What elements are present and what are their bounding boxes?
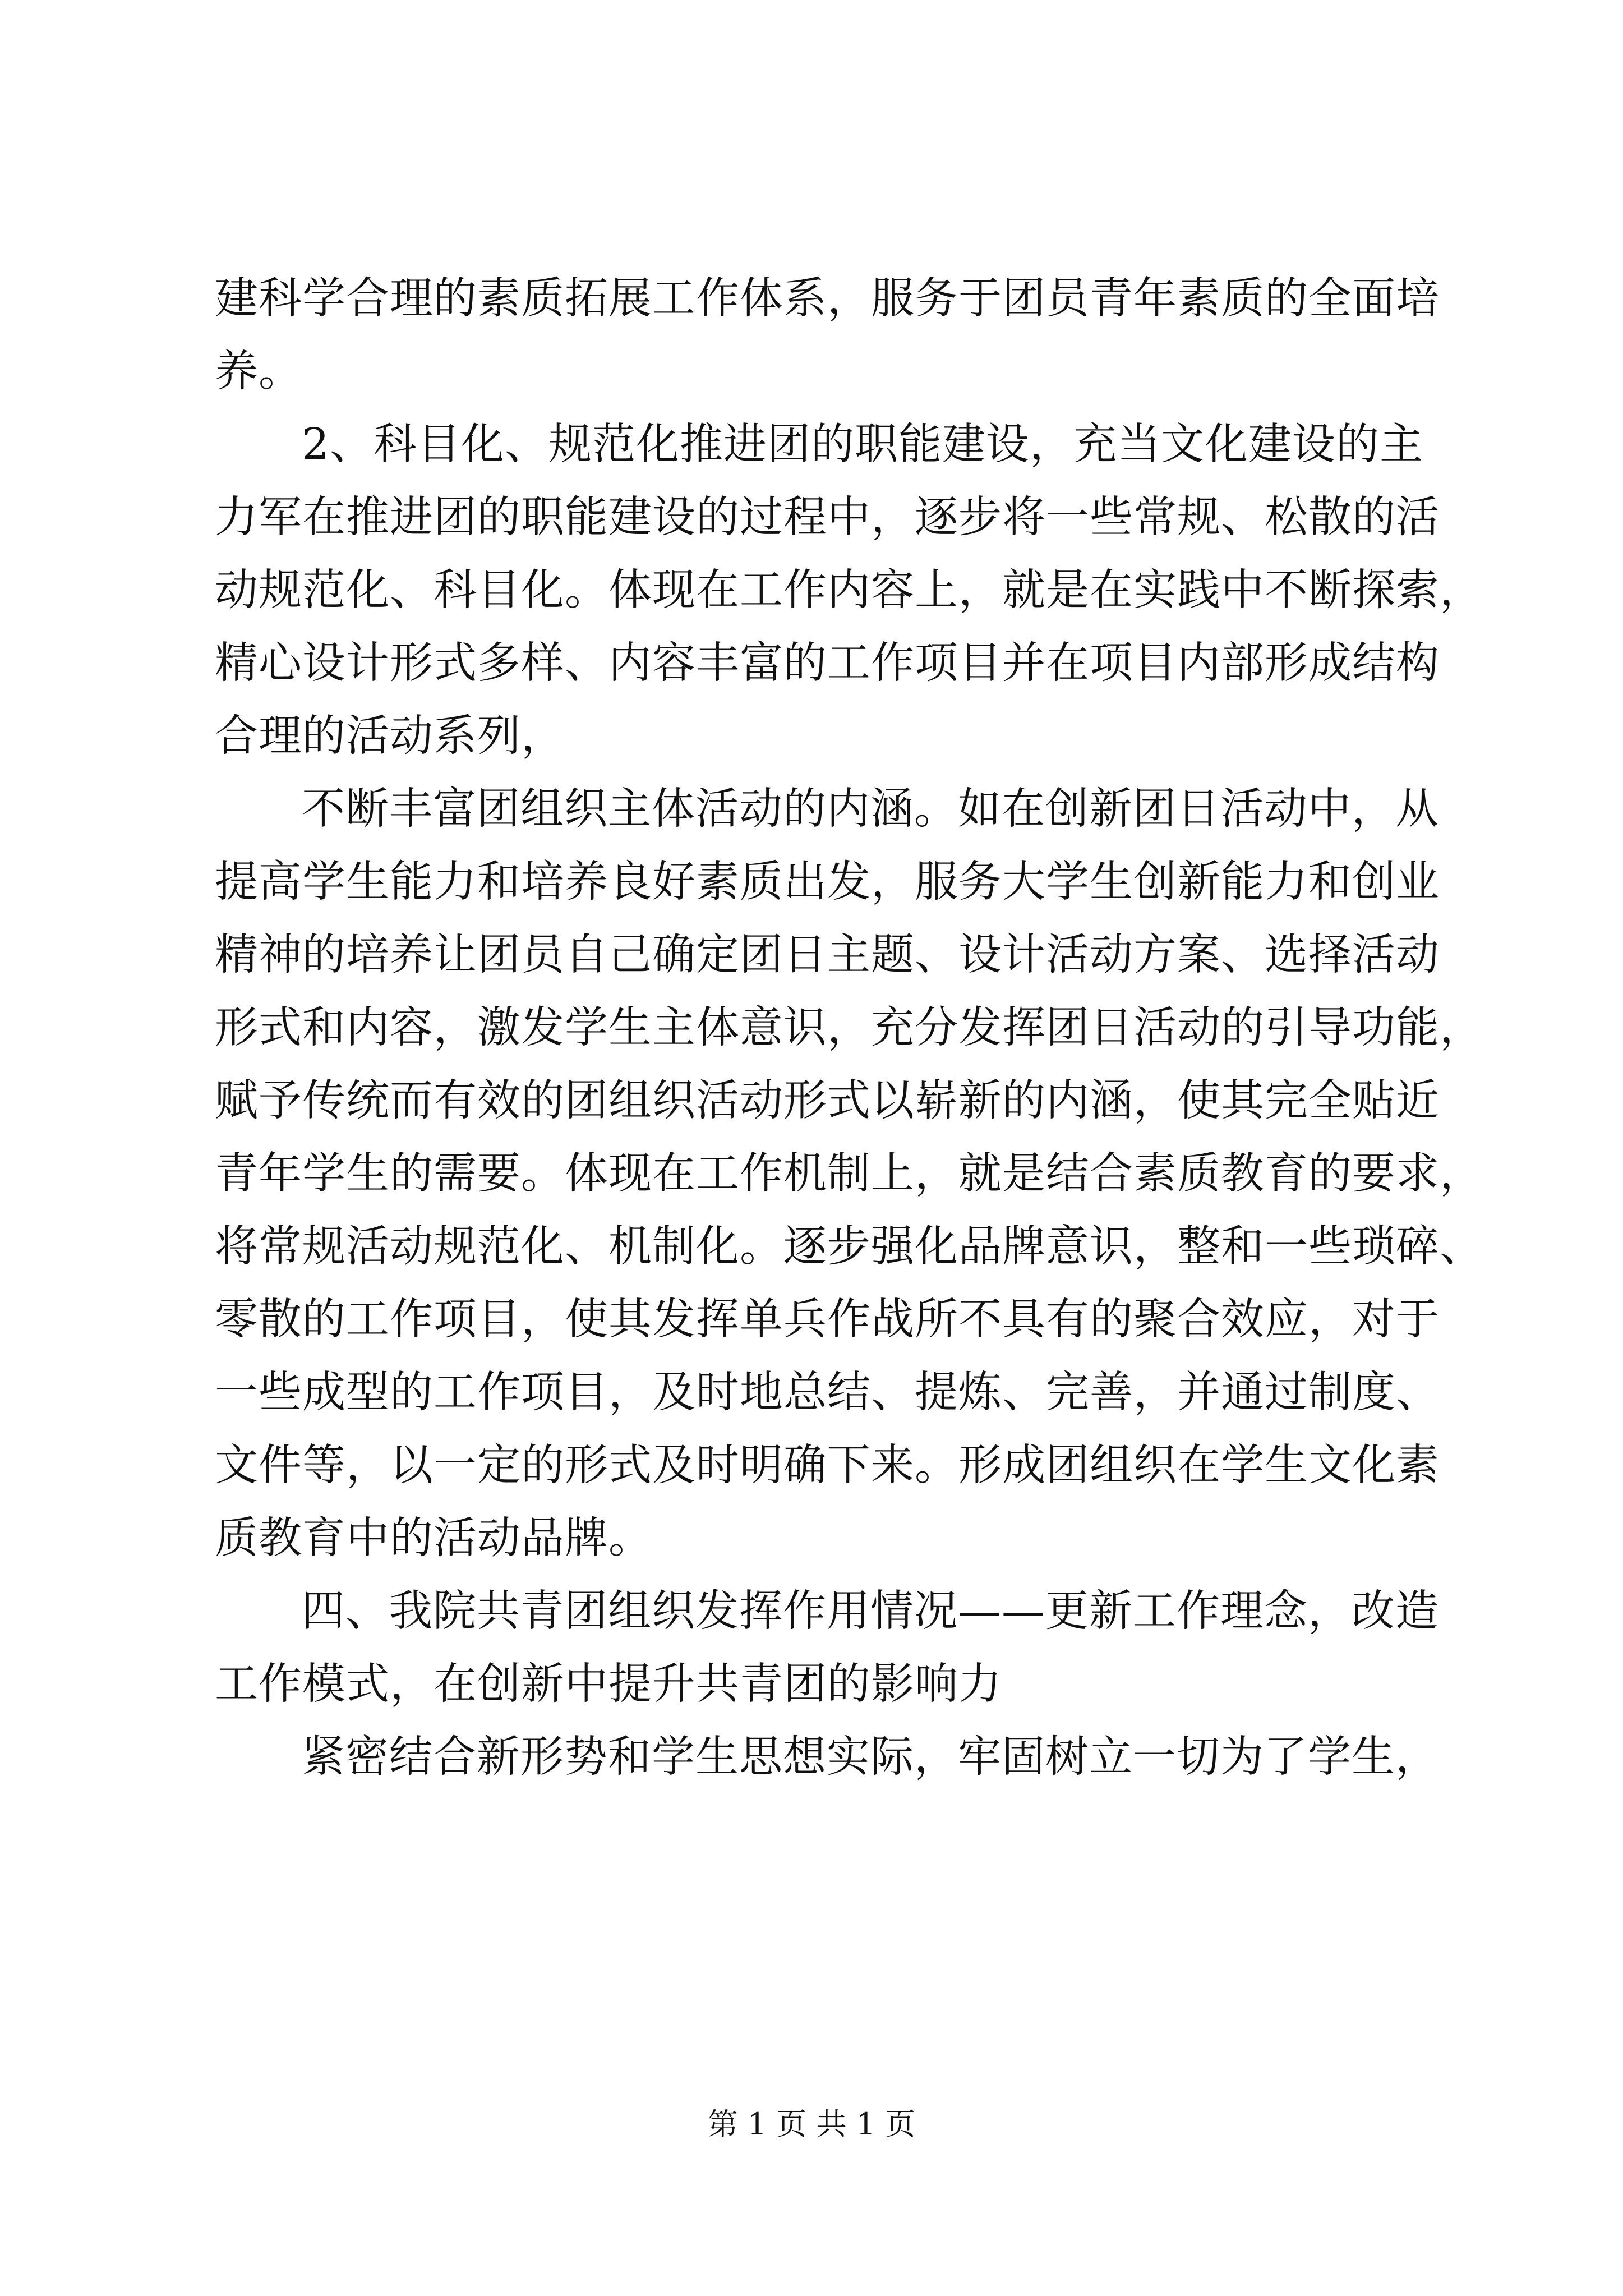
text-line: 养。: [215, 347, 302, 397]
text-line: 精神的培养让团员自己确定团日主题、设计活动方案、选择活动: [215, 930, 1440, 980]
text-line: 2、科目化、规范化推进团的职能建设，充当文化建设的主: [302, 420, 1423, 470]
text-line: 合理的活动系列，: [215, 711, 565, 761]
text-line: 力军在推进团的职能建设的过程中，逐步将一些常规、松散的活: [215, 493, 1440, 542]
page-number-footer: 第 1 页 共 1 页: [707, 2106, 916, 2142]
section-heading-line: 四、我院共青团组织发挥作用情况——更新工作理念，改造: [302, 1586, 1439, 1636]
text-line: 不断丰富团组织主体活动的内涵。如在创新团日活动中，从: [302, 784, 1439, 834]
text-line: 动规范化、科目化。体现在工作内容上，就是在实践中不断探索，: [215, 565, 1483, 615]
text-line: 建科学合理的素质拓展工作体系，服务于团员青年素质的全面培: [215, 274, 1440, 324]
text-line: 青年学生的需要。体现在工作机制上，就是结合素质教育的要求，: [215, 1149, 1483, 1199]
text-line: 一些成型的工作项目，及时地总结、提炼、完善，并通过制度、: [215, 1368, 1440, 1418]
text-line: 精心设计形式多样、内容丰富的工作项目并在项目内部形成结构: [215, 638, 1440, 688]
text-line: 提高学生能力和培养良好素质出发，服务大学生创新能力和创业: [215, 857, 1440, 907]
text-line: 质教育中的活动品牌。: [215, 1513, 652, 1563]
text-line: 零散的工作项目，使其发挥单兵作战所不具有的聚合效应，对于: [215, 1295, 1440, 1345]
text-line: 紧密结合新形势和学生思想实际，牢固树立一切为了学生，: [302, 1732, 1439, 1782]
text-line: 形式和内容，激发学生主体意识，充分发挥团日活动的引导功能，: [215, 1003, 1483, 1053]
text-line: 赋予传统而有效的团组织活动形式以崭新的内涵，使其完全贴近: [215, 1076, 1440, 1126]
text-line: 将常规活动规范化、机制化。逐步强化品牌意识，整和一些琐碎、: [215, 1222, 1483, 1272]
section-heading-line: 工作模式，在创新中提升共青团的影响力: [215, 1659, 1002, 1709]
text-line: 文件等，以一定的形式及时明确下来。形成团组织在学生文化素: [215, 1441, 1440, 1490]
